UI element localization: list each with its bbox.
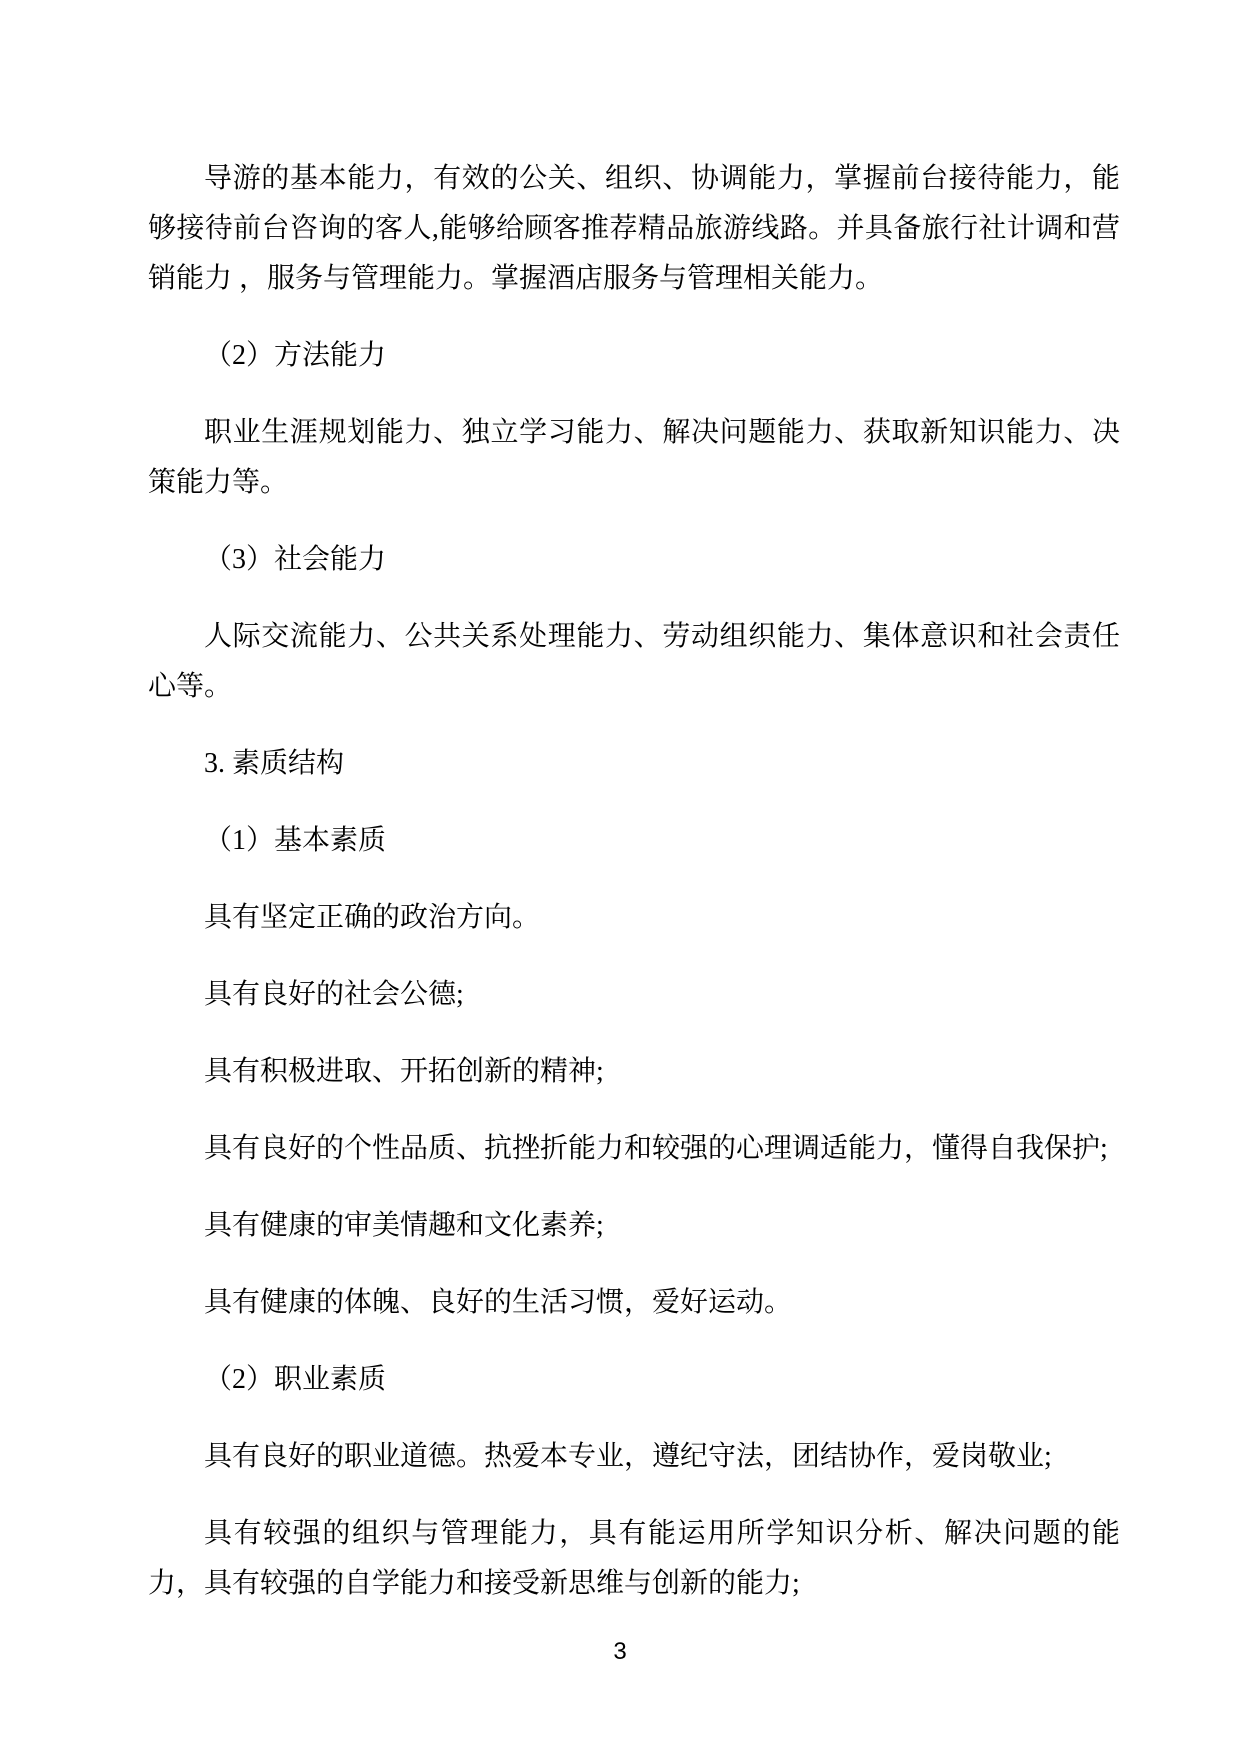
paragraph-personality-quality: 具有良好的个性品质、抗挫折能力和较强的心理调适能力，懂得自我保护; [204, 1133, 1108, 1164]
paragraph-aesthetic-culture: 具有健康的审美情趣和文化素养; [204, 1210, 604, 1241]
heading-method-ability: （2）方法能力 [204, 340, 387, 371]
heading-quality-structure: 3. 素质结构 [204, 748, 345, 779]
paragraph-organization-management: 具有较强的组织与管理能力，具有能运用所学知识分析、解决问题的能力，具有较强的自学能力和接受新思维与创新的能力; [148, 1518, 1120, 1599]
paragraph-professional-ethics: 具有良好的职业道德。热爱本专业，遵纪守法，团结协作，爱岗敬业; [204, 1441, 1052, 1472]
paragraph-innovative-spirit: 具有积极进取、开拓创新的精神; [204, 1056, 604, 1087]
heading-basic-quality: （1）基本素质 [204, 825, 387, 856]
document-body [148, 154, 1120, 1636]
page-number: 3 [613, 1638, 627, 1665]
heading-professional-quality: （2）职业素质 [204, 1364, 387, 1395]
paragraph-healthy-body: 具有健康的体魄、良好的生活习惯，爱好运动。 [204, 1287, 793, 1318]
paragraph-social-morality: 具有良好的社会公德; [204, 979, 464, 1010]
heading-social-ability: （3）社会能力 [204, 544, 387, 575]
paragraph-method-ability-list: 职业生涯规划能力、独立学习能力、解决问题能力、获取新知识能力、决策能力等。 [148, 417, 1120, 498]
paragraph-social-ability-list: 人际交流能力、公共关系处理能力、劳动组织能力、集体意识和社会责任心等。 [148, 621, 1120, 702]
paragraph-political-direction: 具有坚定正确的政治方向。 [204, 902, 541, 933]
paragraph-tour-guide-abilities: 导游的基本能力，有效的公关、组织、协调能力，掌握前台接待能力，能够接待前台咨询的客人,能够给顾客推荐精品旅游线路。并具备旅行社计调和营销能力 ，服务与管理能力。掌握酒店服务与管理相关能力。 [148, 163, 1120, 294]
